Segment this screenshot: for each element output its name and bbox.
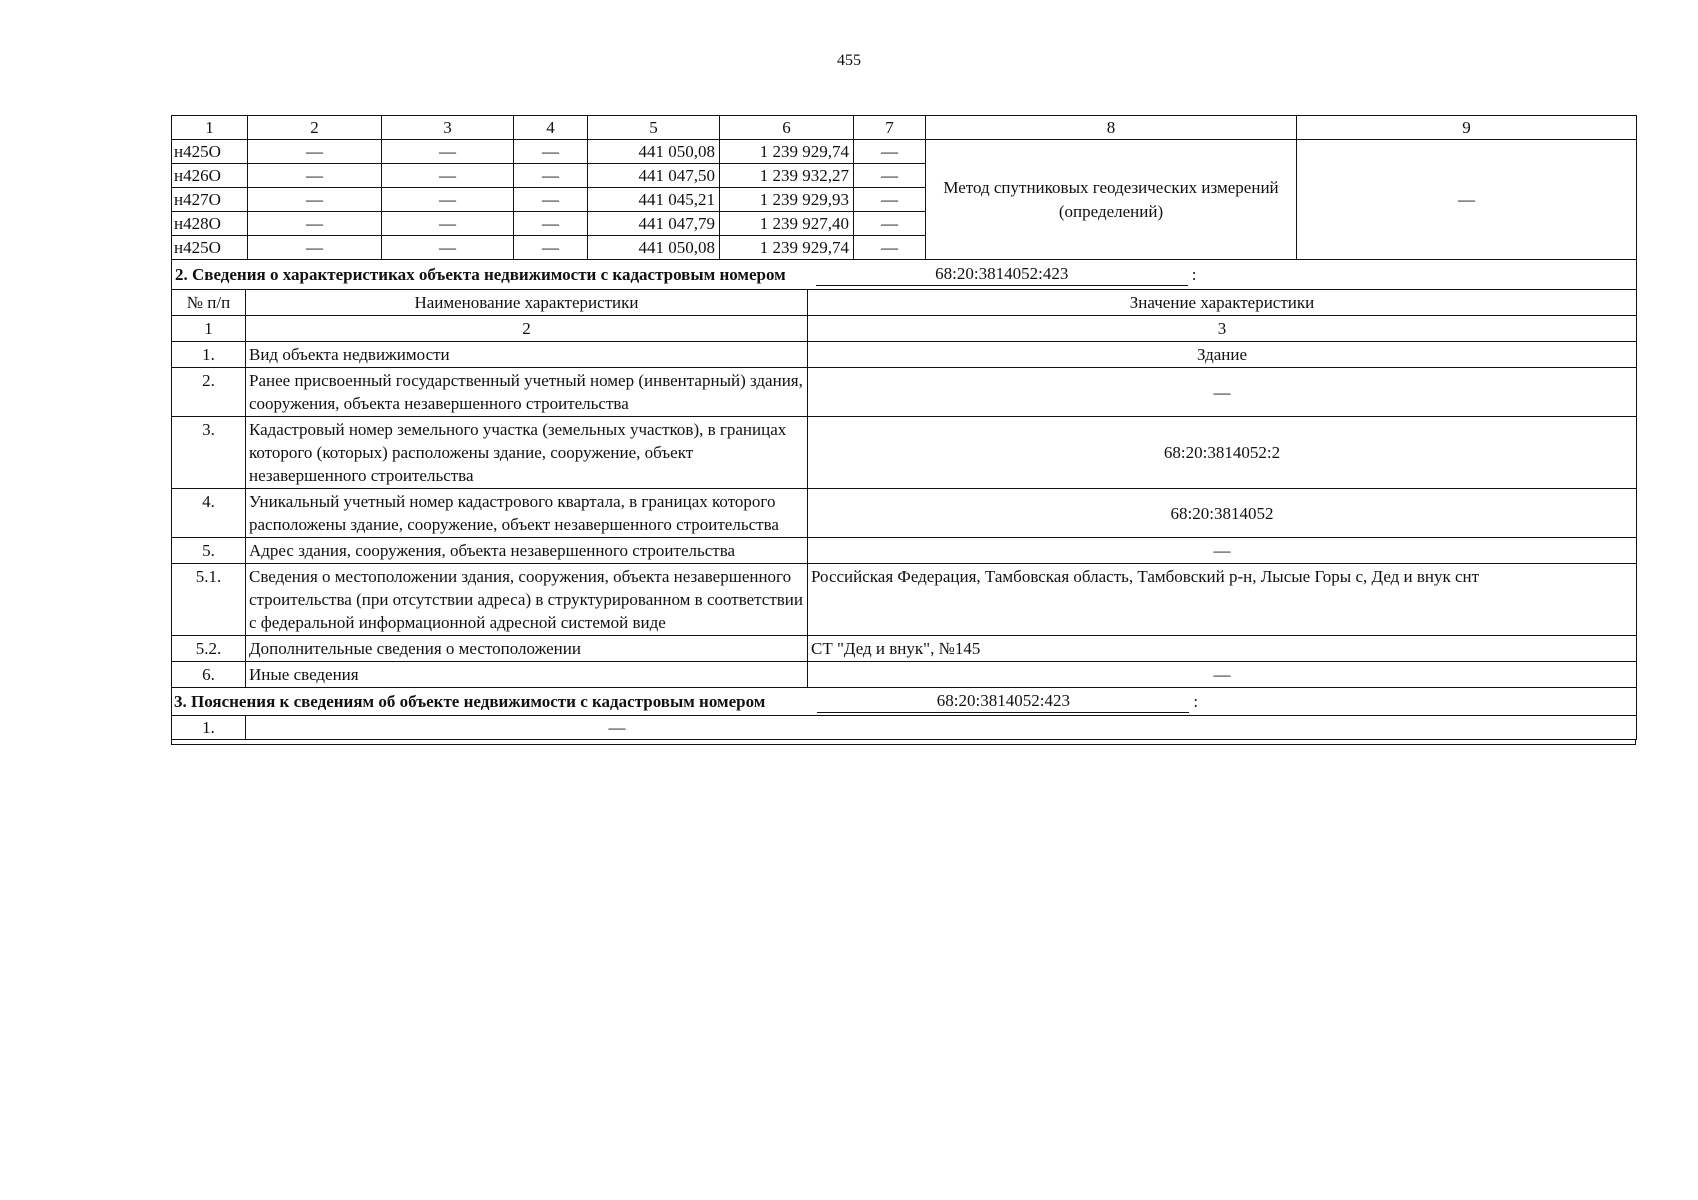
coord-x: 441 047,79 bbox=[588, 212, 720, 236]
table-bottom-border bbox=[171, 740, 1636, 745]
characteristic-value: — bbox=[808, 662, 1637, 688]
point-label: н427О bbox=[172, 188, 248, 212]
row-number: 5. bbox=[172, 538, 246, 564]
characteristic-value: СТ "Дед и внук", №145 bbox=[808, 636, 1637, 662]
column-number: 3 bbox=[808, 316, 1637, 342]
cell-dash: — bbox=[854, 188, 926, 212]
page-number: 455 bbox=[837, 52, 861, 69]
coord-x: 441 050,08 bbox=[588, 236, 720, 260]
cell-dash: — bbox=[514, 188, 588, 212]
row-number: 2. bbox=[172, 368, 246, 417]
characteristic-value: — bbox=[808, 538, 1637, 564]
method-cell: Метод спутниковых геодезических измерений (определений) bbox=[926, 140, 1297, 260]
explanations-table bbox=[171, 688, 1637, 740]
coord-x: 441 050,08 bbox=[588, 140, 720, 164]
coord-y: 1 239 927,40 bbox=[720, 212, 854, 236]
cell-dash: — bbox=[248, 236, 382, 260]
section-2-title-row bbox=[172, 260, 1637, 290]
explanation-value: — bbox=[246, 716, 1637, 740]
cell-dash: — bbox=[382, 164, 514, 188]
column-number: 5 bbox=[588, 116, 720, 140]
table-row bbox=[172, 538, 1637, 564]
document-body bbox=[171, 115, 1636, 745]
cell-dash: — bbox=[248, 140, 382, 164]
row-number: 6. bbox=[172, 662, 246, 688]
row-number: 3. bbox=[172, 417, 246, 489]
coordinates-header-row bbox=[172, 116, 1637, 140]
table-row bbox=[172, 716, 1637, 740]
coord-x: 441 045,21 bbox=[588, 188, 720, 212]
row-number: 4. bbox=[172, 489, 246, 538]
section-3-title-cell bbox=[172, 688, 1637, 716]
section-3-title: 3. Пояснения к сведениям об объекте недвижимости с кадастровым номером bbox=[174, 692, 766, 711]
cell-dash: — bbox=[854, 164, 926, 188]
column-number: 1 bbox=[172, 316, 246, 342]
column-number: 4 bbox=[514, 116, 588, 140]
cell-dash: — bbox=[854, 236, 926, 260]
column-number: 1 bbox=[172, 116, 248, 140]
section-2-cadastral-number: 68:20:3814052:423 bbox=[816, 263, 1188, 286]
table-row bbox=[172, 368, 1637, 417]
column-9-value: — bbox=[1297, 140, 1637, 260]
coord-y: 1 239 929,74 bbox=[720, 236, 854, 260]
cell-dash: — bbox=[382, 236, 514, 260]
section-2-title: 2. Сведения о характеристиках объекта недвижимости с кадастровым номером bbox=[175, 265, 786, 284]
point-label: н425О bbox=[172, 236, 248, 260]
table-row bbox=[172, 489, 1637, 538]
point-label: н425О bbox=[172, 140, 248, 164]
point-label: н428О bbox=[172, 212, 248, 236]
characteristic-name: Адрес здания, сооружения, объекта незавершенного строительства bbox=[246, 538, 808, 564]
column-number: 2 bbox=[246, 316, 808, 342]
header-name: Наименование характеристики bbox=[246, 290, 808, 316]
characteristic-value: Здание bbox=[808, 342, 1637, 368]
characteristic-name: Ранее присвоенный государственный учетный номер (инвентарный) здания, сооружения, объекта незавершенного строительства bbox=[246, 368, 808, 417]
column-number: 8 bbox=[926, 116, 1297, 140]
section-3-colon: : bbox=[1193, 692, 1199, 711]
coord-y: 1 239 929,74 bbox=[720, 140, 854, 164]
characteristic-value: 68:20:3814052 bbox=[808, 489, 1637, 538]
column-number: 6 bbox=[720, 116, 854, 140]
characteristics-header-row bbox=[172, 290, 1637, 316]
cell-dash: — bbox=[382, 212, 514, 236]
table-row bbox=[172, 662, 1637, 688]
characteristics-table bbox=[171, 260, 1637, 688]
cell-dash: — bbox=[248, 188, 382, 212]
cell-dash: — bbox=[854, 140, 926, 164]
table-row bbox=[172, 564, 1637, 636]
characteristic-name: Уникальный учетный номер кадастрового квартала, в границах которого расположены здание, сооружение, объект незавершенного строительства bbox=[246, 489, 808, 538]
characteristic-name: Вид объекта недвижимости bbox=[246, 342, 808, 368]
column-numbers-row bbox=[172, 316, 1637, 342]
point-label: н426О bbox=[172, 164, 248, 188]
table-row bbox=[172, 140, 1637, 164]
characteristic-name: Иные сведения bbox=[246, 662, 808, 688]
cell-dash: — bbox=[248, 212, 382, 236]
cell-dash: — bbox=[514, 236, 588, 260]
table-row bbox=[172, 417, 1637, 489]
column-number: 3 bbox=[382, 116, 514, 140]
characteristic-name: Сведения о местоположении здания, сооружения, объекта незавершенного строительства (при отсутствии адреса) в структурированном в соответствии с федеральной информационной адресной системой виде bbox=[246, 564, 808, 636]
cell-dash: — bbox=[248, 164, 382, 188]
cell-dash: — bbox=[514, 212, 588, 236]
section-2-colon: : bbox=[1191, 265, 1197, 284]
characteristic-name: Дополнительные сведения о местоположении bbox=[246, 636, 808, 662]
coord-x: 441 047,50 bbox=[588, 164, 720, 188]
cell-dash: — bbox=[382, 188, 514, 212]
cell-dash: — bbox=[514, 140, 588, 164]
characteristic-value: Российская Федерация, Тамбовская область, Тамбовский р-н, Лысые Горы с, Дед и внук снт bbox=[808, 564, 1637, 636]
characteristic-value: — bbox=[808, 368, 1637, 417]
header-value: Значение характеристики bbox=[808, 290, 1637, 316]
column-number: 2 bbox=[248, 116, 382, 140]
row-number: 1. bbox=[172, 716, 246, 740]
coord-y: 1 239 932,27 bbox=[720, 164, 854, 188]
row-number: 5.1. bbox=[172, 564, 246, 636]
characteristic-name: Кадастровый номер земельного участка (земельных участков), в границах которого (которых) расположены здание, сооружение, объект незавершенного строительства bbox=[246, 417, 808, 489]
cell-dash: — bbox=[514, 164, 588, 188]
column-number: 9 bbox=[1297, 116, 1637, 140]
coord-y: 1 239 929,93 bbox=[720, 188, 854, 212]
row-number: 5.2. bbox=[172, 636, 246, 662]
header-num: № п/п bbox=[172, 290, 246, 316]
table-row bbox=[172, 636, 1637, 662]
cell-dash: — bbox=[382, 140, 514, 164]
characteristic-value: 68:20:3814052:2 bbox=[808, 417, 1637, 489]
column-number: 7 bbox=[854, 116, 926, 140]
section-3-title-row bbox=[172, 688, 1637, 716]
section-3-cadastral-number: 68:20:3814052:423 bbox=[817, 690, 1189, 713]
coordinates-table bbox=[171, 115, 1637, 260]
cell-dash: — bbox=[854, 212, 926, 236]
table-row bbox=[172, 342, 1637, 368]
section-2-title-cell bbox=[172, 260, 1637, 290]
row-number: 1. bbox=[172, 342, 246, 368]
